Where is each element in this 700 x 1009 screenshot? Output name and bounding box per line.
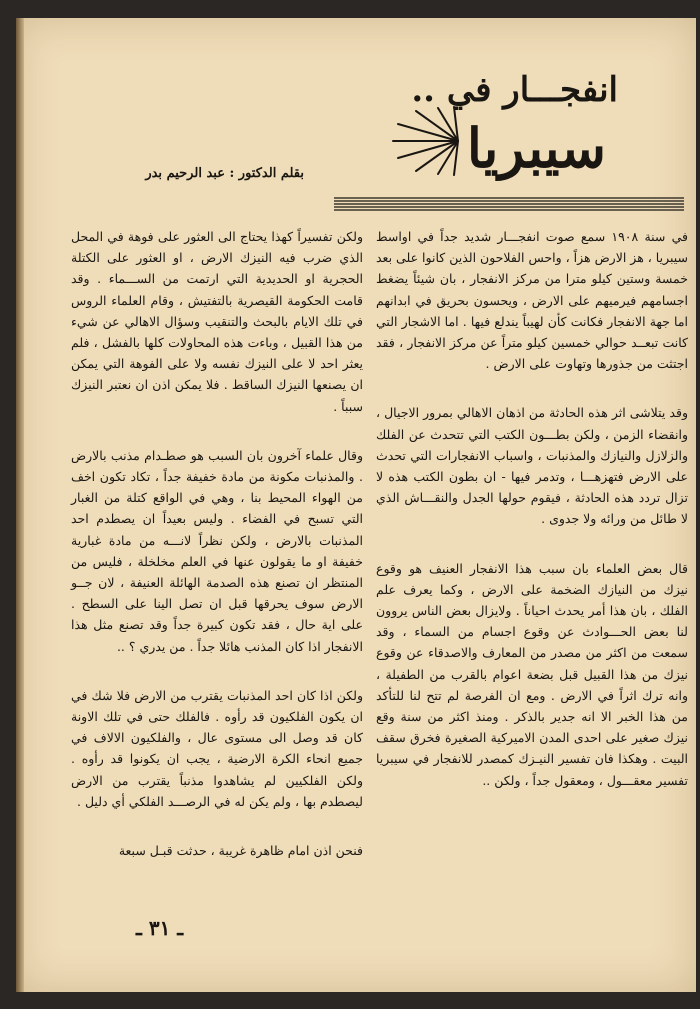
explosion-burst-icon xyxy=(388,106,478,176)
paragraph: في سنة ١٩٠٨ سمع صوت انفجـــار شديد جداً في اواسط سيبريا ، هز الارض هزاً ، واحس الفلاحون الذين كانوا على بعد خمسة وستين كيلو مترا من مركز الانفجار ، بان شيئاً يضغط اجسامهم فيرميهم على الارض ، ويحسون بحريق في ابدانهم اما جهة الانفجار فكانت كأن لهيباً يندلع فيها . اما الاشجار التي كانت تبعــد حوالي خمسين كيلو متراً عن مركز الانفجار ، فقد اجتثت من جذورها وتهاوت على الارض . xyxy=(376,229,688,372)
byline: بقلم الدكتور : عبد الرحيم بدر xyxy=(145,166,304,181)
magazine-page xyxy=(16,18,696,992)
paragraph: ولكن اذا كان احد المذنبات يقترب من الارض فلا شك في ان يكون الفلكيون قد رأوه . فالفلك حتى في تلك الاونة كان قد وصل الى مستوى عال ، والفلكيون الالاف في جميع انحاء الكرة الارضية ، يجب ان يكونوا قد رأوه . ولكن الفلكيين لم يشاهدوا مذنباً يقترب من الارض ليصطدم بها ، ولم يكن له في الرصـــد الفلكي أي دليل . xyxy=(71,687,363,809)
paragraph: ولكن تفسيراً كهذا يحتاج الى العثور على فوهة في المحل الذي ضرب فيه النيزك الارض ، او العثور على الكتلة الحجرية او الحديدية التي ارتمت من الســـماء . وقد قامت الحكومة القيصرية بالتفتيش ، وقام العلماء الروس في تلك الايام بالبحث والتنقيب وسؤال الاهالي عن شيء من هذا القبيل ، وباءت هذه المحاولات كلها بالفشل ، فلم يعثر احد لا على النيزك نفسه ولا على الفوهة التي يمكن ان يصنعها النيزك الساقط . فلا يمكن اذن ان نعتبر النيزك سبباً . xyxy=(71,229,363,414)
paragraph: وقد يتلاشى اثر هذه الحادثة من اذهان الاهالي بمرور الاجيال ، وانقضاء الزمن ، ولكن بطـــون الكتب التي تتحدث عن الفلك والزلازل والنيازك والمذنبات ، واسباب الانفجارات التي تحدث على الارض فتهزهـــا ، وتدمر فيها - ان بطون الكتب هذه لا تزال تردد هذه الحادثة ، فيقوم حولها الجدل والنقـــاش الذي لا طائل من ورائه ولا جدوى . xyxy=(376,405,688,527)
paragraph: قال بعض العلماء بان سبب هذا الانفجار العنيف هو وقوع نيزك من النيازك الضخمة على الارض ، وكما يعرف علم الفلك ، بان هذا أمر يحدث احياناً . ولايزال بعض الناس يروون لنا بعض الحـــوادث عن وقوع اجسام من السماء ، وقد سمعت من اكثر من مصدر من المعارف والاصدقاء عن وقوع نيزك من هذا القبيل قبل بضعة اعوام بالقرب من الطفيلة ، وانه ترك اثراً في الارض . ومع ان الفرصة لم تتح لنا للتأكد من هذا الخبر الا انه جدير بالذكر . ومنذ اكثر من سنة وقع نيزك صغير على احدى المدن الاميركية الصغيرة فخرق سقف البيت . وهكذا فان تفسير النيـزك كمصدر للانفجار في سيبريا تفسير معقـــول ، ومعقول جداً ، ولكن .. xyxy=(376,560,688,788)
article-title-line2: سيبريا xyxy=(466,116,606,180)
page-edge xyxy=(16,18,24,992)
right-column xyxy=(376,226,688,819)
title-rule-lines xyxy=(334,196,684,212)
paragraph: فنحن اذن امام ظاهرة غريبة ، حدثت قبـل سبعة xyxy=(118,843,363,859)
paragraph: وقال علماء آخرون بان السبب هو صطـدام مذنب بالارض . والمذنبات مكونة من مادة خفيفة جداً ، تكاد تكون اخف من الهواء المحيط بنا ، وهي في الواقع كتلة من الغبار التي تسبح في الفضاء . وليس بعيداً ان يصطدم احد المذنبات بالارض ، ولكن نظراً لانـــه من مادة غبارية خفيفة او ما يقولون عنها في العلم مخلخلة ، فليس من المنتظر ان تصنع هذه الصدمة الهائلة العنيفة ، لان جــو الارض سوف يحرقها قبل ان تصل الينا على السطح . على اية حال ، فقد تكون كبيرة جداً وقد تصنع مثل هذا الانفجار اذا كان المذنب هائلا جداً . من يدري ؟ .. xyxy=(71,447,363,654)
article-title-line1: انفجـــار في .. xyxy=(411,70,618,110)
page-number: ـ ٣١ ـ xyxy=(136,916,184,940)
left-column xyxy=(71,226,363,889)
